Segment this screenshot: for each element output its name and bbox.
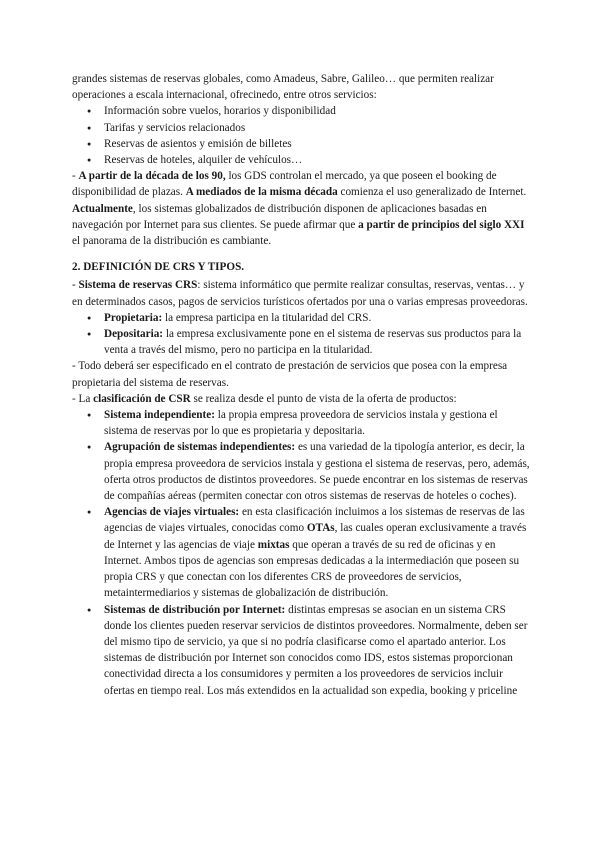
- list-item: [104, 504, 530, 601]
- body-text: la propia empresa proveedora de servicios instala y gestiona el sistema de reservas por lo que es propietaria y depositaria.: [104, 409, 498, 438]
- body-text: el panorama de la distribución es cambiante.: [72, 235, 272, 248]
- document-body: [72, 71, 530, 699]
- body-text: se realiza desde el punto de vista de la oferta de productos:: [190, 392, 457, 405]
- ownership-list: [72, 310, 530, 359]
- body-text: en esta clasificación incluimos a los sistemas de reservas de las agencias de viajes virtuales, conocidas como: [104, 506, 525, 535]
- body-text: los GDS controlan el mercado, ya que poseen el booking de disponibilidad de plazas.: [72, 170, 497, 199]
- body-text: la empresa exclusivamente pone en el sistema de reservas sus productos para la venta a través del mismo, pero no participa en la titularidad.: [104, 328, 522, 357]
- emphasis: a partir de principios del siglo XXI: [358, 218, 525, 231]
- emphasis: Propietaria:: [104, 311, 163, 324]
- emphasis: clasificación de CSR: [93, 392, 191, 405]
- emphasis: Agrupación de sistemas independientes:: [104, 441, 296, 454]
- emphasis: Depositaria:: [104, 328, 164, 341]
- section-heading: 2. DEFINICIÓN DE CRS Y TIPOS.: [72, 261, 245, 274]
- emphasis: A partir de la década de los 90,: [78, 170, 226, 183]
- intro-services-list: [72, 103, 530, 168]
- emphasis: mixtas: [257, 538, 290, 551]
- emphasis: Sistemas de distribución por Internet:: [104, 603, 286, 616]
- list-item: [104, 326, 530, 358]
- body-text: , las cuales operan exclusivamente a través de Internet y las agencias de viaje: [104, 522, 527, 551]
- emphasis: Agencias de viajes virtuales:: [104, 506, 240, 519]
- list-item: ● Reservas de asientos y emisión de billetes: [104, 136, 530, 152]
- dash-prefix: -: [72, 170, 79, 183]
- crs-types-list: [72, 407, 530, 699]
- body-text: que operan a través de su red de oficinas y en Internet. Ambos tipos de agencias son empresas dedicadas a la intermediación que poseen su propia CRS y que conectan con los diferentes CRS de proveedores de servicios, metaintermediarios y sistemas de globalización de distribución.: [104, 538, 520, 600]
- dash-prefix: -: [72, 279, 79, 292]
- body-text: comienza el uso generalizado de Internet.: [337, 186, 527, 199]
- emphasis: Actualmente: [72, 202, 133, 215]
- emphasis: OTAs: [306, 522, 335, 535]
- body-text: , los sistemas globalizados de distribución disponen de aplicaciones basadas en navegación por Internet para sus clientes. Se puede afirmar que: [72, 202, 487, 231]
- list-item: ● Información sobre vuelos, horarios y disponibilidad: [104, 103, 530, 119]
- dash-prefix: - La: [72, 392, 94, 405]
- emphasis: Sistema independiente:: [104, 409, 215, 422]
- body-text: : sistema informático que permite realizar consultas, reservas, ventas… y en determinados casos, pagos de servicios turísticos ofertados por una o varias empresas proveedoras.: [72, 279, 528, 308]
- body-text: distintas empresas se asocian en un sistema CRS donde los clientes pueden reservar servicios de distintos proveedores. Normalmente, deben ser del mismo tipo de servicio, ya que si no podría clasificarse como el apartado anterior. Los sistemas de distribución por Internet son conocidos como IDS, estos sistemas proporcionan conectividad directa a los consumidores y permiten a los proveedores de servicios incluir ofertas en tiempo real. Los más extendidos en la actualidad son expedia, booking y priceline: [104, 603, 528, 697]
- list-item: [104, 439, 530, 504]
- list-item: ● Reservas de hoteles, alquiler de vehículos…: [104, 152, 530, 168]
- emphasis: Sistema de reservas CRS: [78, 279, 198, 292]
- body-text: es una variedad de la tipología anterior, es decir, la propia empresa proveedora de servicios instala y gestiona el sistema de reservas, pero, además, oferta otros productos de distintos proveedores. Se puede encontrar en los sistemas de reservas de compañías aéreas (permiten conectar con otros sistemas de reservas de hoteles o coches).: [104, 441, 530, 503]
- crs-definition: [72, 277, 530, 309]
- intro-paragraph: grandes sistemas de reservas globales, como Amadeus, Sabre, Galileo… que permiten realizar operaciones a escala internacional, ofrecinedo, entre otros servicios:: [72, 73, 494, 102]
- list-item: ● Tarifas y servicios relacionados: [104, 120, 530, 136]
- contract-paragraph: - Todo deberá ser especificado en el contrato de prestación de servicios que posea con la empresa propietaria del sistema de reservas.: [72, 360, 508, 389]
- emphasis: A mediados de la misma década: [185, 186, 338, 199]
- list-item: [104, 602, 530, 699]
- list-item: [104, 407, 530, 439]
- body-text: la empresa participa en la titularidad del CRS.: [162, 311, 372, 324]
- history-paragraph: [72, 168, 530, 249]
- list-item: [104, 310, 530, 326]
- classification-paragraph: [72, 391, 530, 407]
